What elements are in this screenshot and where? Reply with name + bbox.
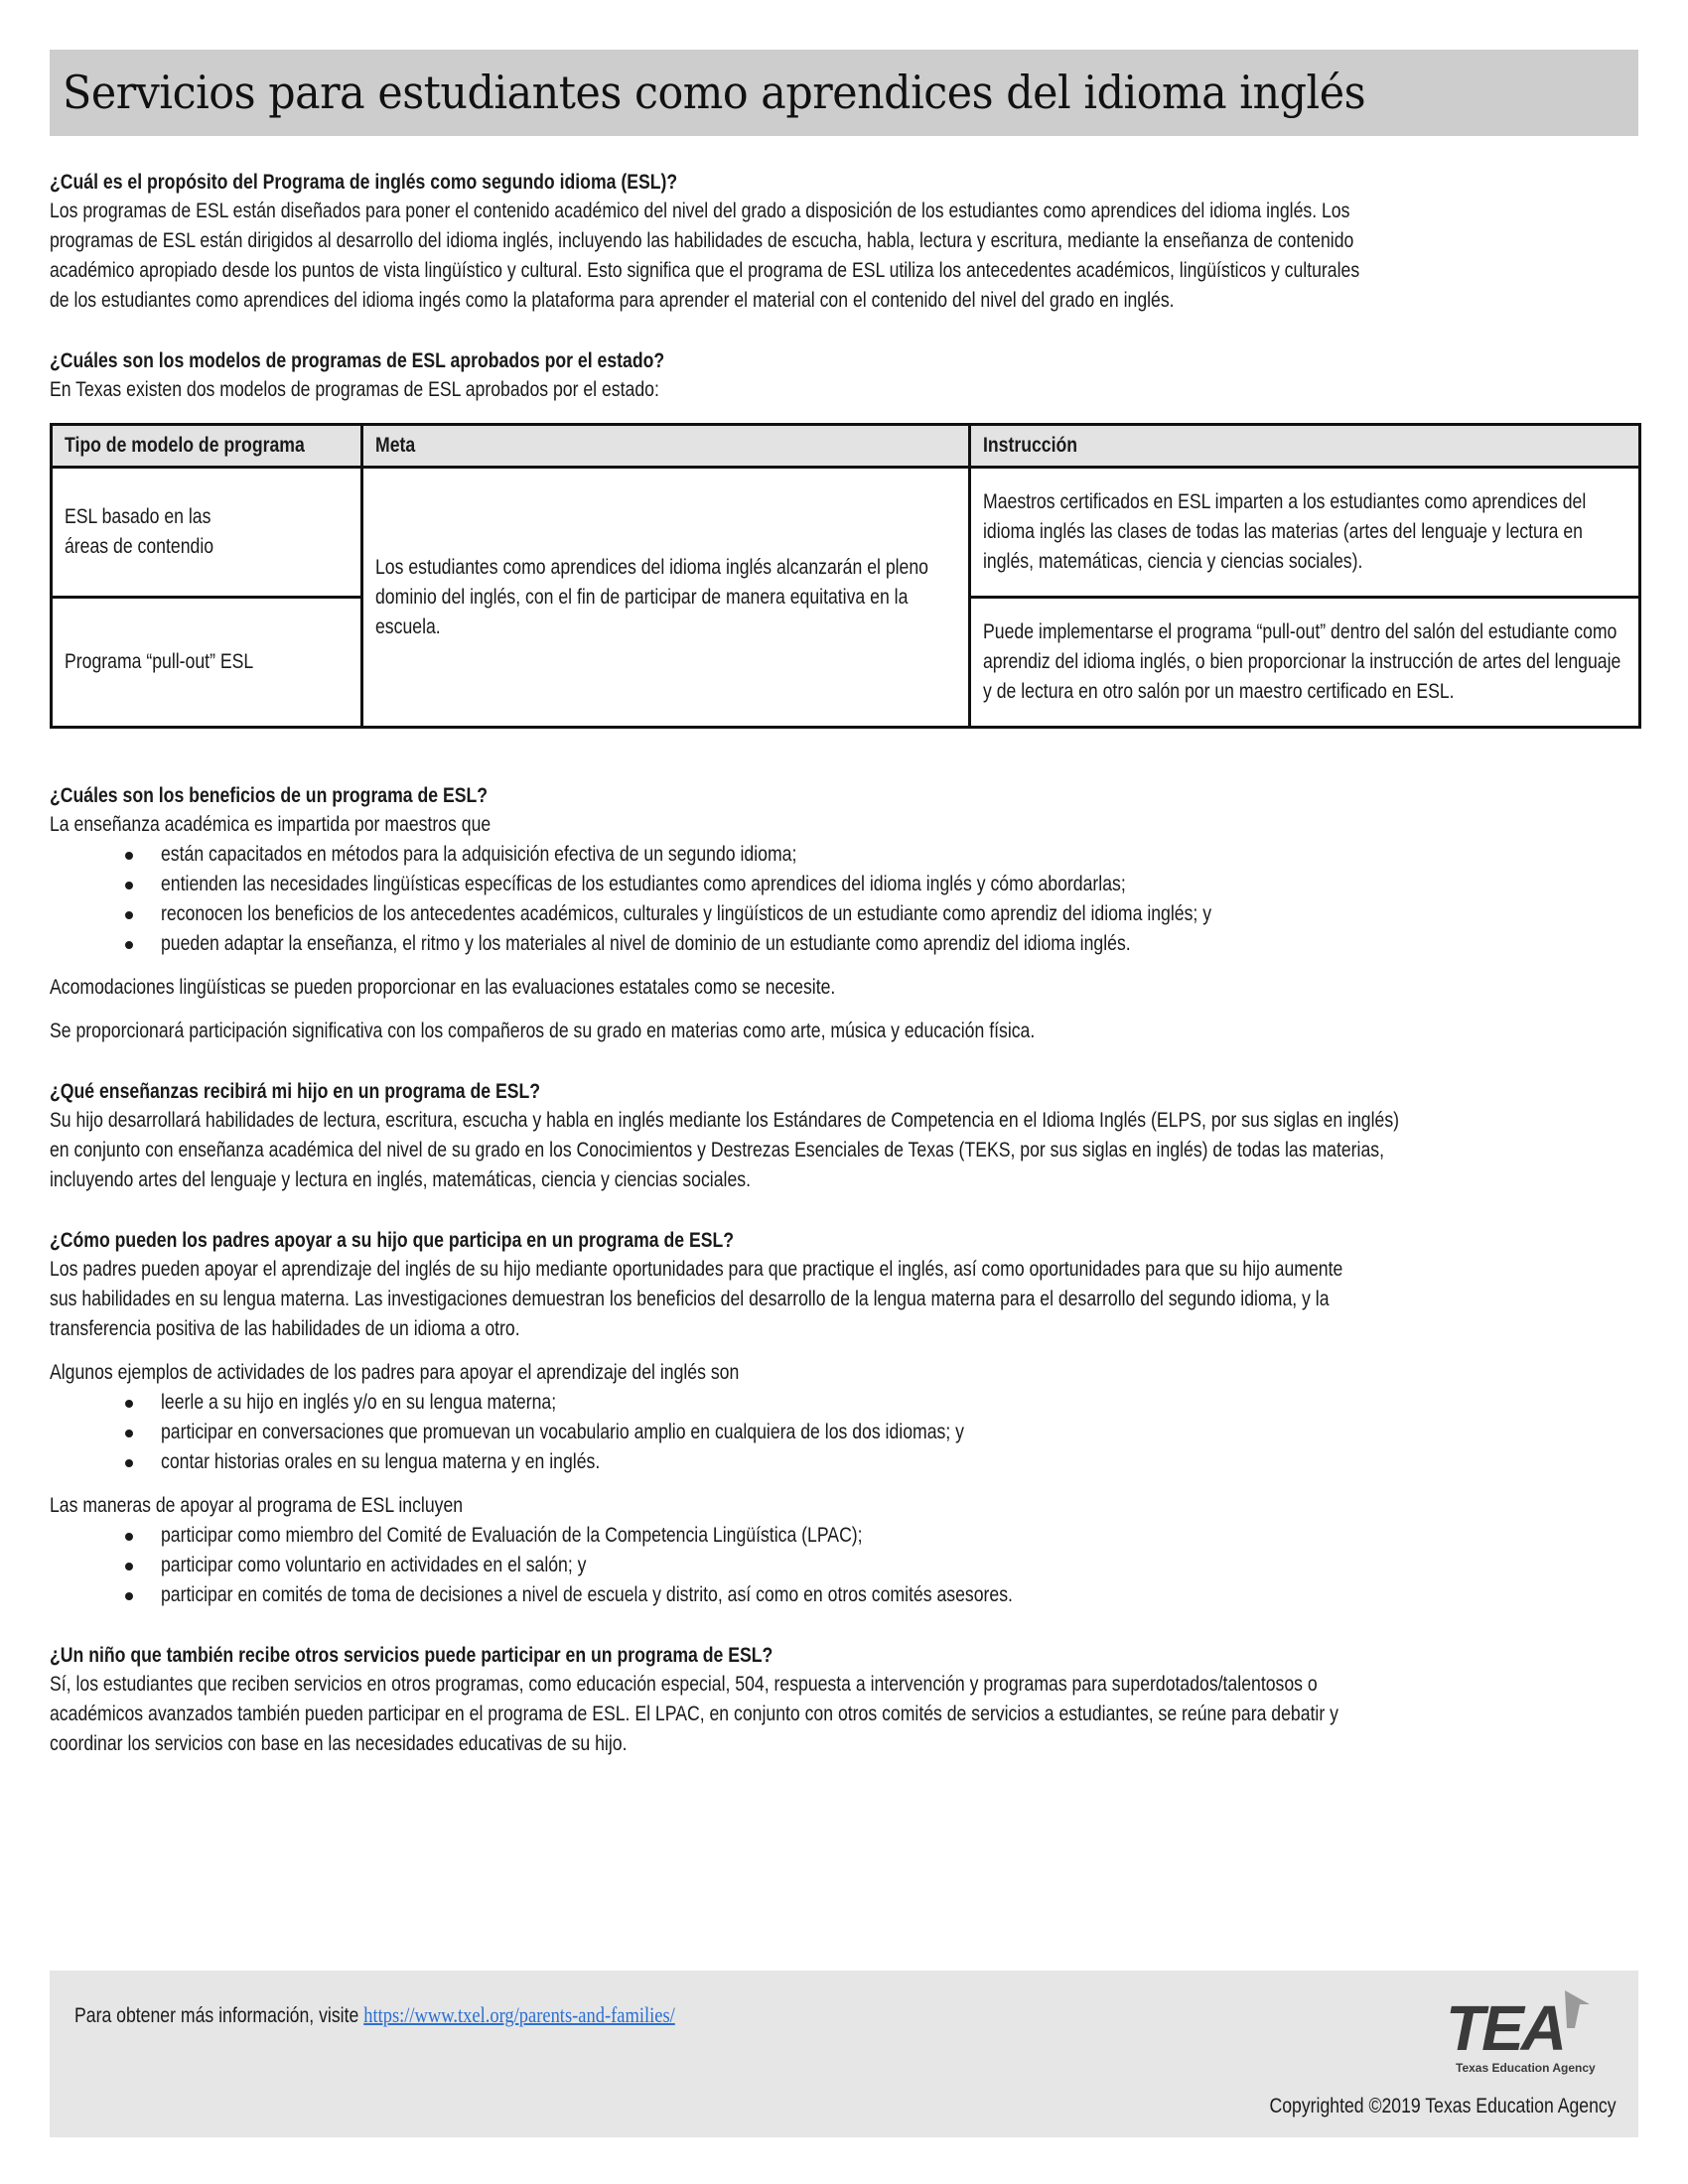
paragraph-line: programas de ESL están dirigidos al desarrollo del idioma inglés, incluyendo las habilidades de escucha, habla, lectura y escritura, mediante la enseñanza de contenido	[50, 229, 1354, 252]
tea-logo-icon	[1446, 1988, 1615, 2084]
paragraph-line: transferencia positiva de las habilidades de un idioma a otro.	[50, 1317, 520, 1340]
paragraph-line: Los programas de ESL están diseñados para poner el contenido académico del nivel del grado a disposición de los estudiantes como aprendices del idioma inglés. Los	[50, 200, 1350, 222]
table-header-row	[52, 425, 1640, 468]
paragraph-line: académico apropiado desde los puntos de vista lingüístico y cultural. Esto significa que el programa de ESL utiliza los antecedentes académicos, lingüísticos y culturales	[50, 259, 1360, 282]
section-heading: ¿Cuál es el propósito del Programa de inglés como segundo idioma (ESL)?	[50, 171, 678, 194]
section-heading: ¿Un niño que también recibe otros servicios puede participar en un programa de ESL?	[50, 1644, 774, 1667]
svg-text:Texas Education Agency: Texas Education Agency	[1456, 2061, 1596, 2075]
page-title: Servicios para estudiantes como aprendices del idioma inglés	[63, 66, 1366, 119]
section-other-services	[50, 1642, 1638, 1759]
goal-cell: Los estudiantes como aprendices del idioma inglés alcanzarán el pleno dominio del inglés, con el fin de participar de manera equitativa en la escuela.	[362, 468, 970, 728]
column-header-goal: Meta	[362, 425, 970, 468]
paragraph-line: de los estudiantes como aprendices del idioma ingés como la plataforma para aprender el material con el contenido del nivel del grado en inglés.	[50, 289, 1175, 312]
paragraph-line: Sí, los estudiantes que reciben servicios en otros programas, como educación especial, 504, respuesta a intervención y programas para superdotados/talentosos o	[50, 1673, 1318, 1696]
section-benefits	[50, 782, 1638, 1046]
list-item: entienden las necesidades lingüísticas específicas de los estudiantes como aprendices del idioma inglés y cómo abordarlas;	[123, 870, 1638, 899]
paragraph-line: Los padres pueden apoyar el aprendizaje del inglés de su hijo mediante oportunidades para que practique el inglés, así como oportunidades para que su hijo aumente	[50, 1258, 1343, 1281]
section-intro: En Texas existen dos modelos de programas de ESL aprobados por el estado:	[50, 378, 659, 401]
paragraph-line: incluyendo artes del lenguaje y lectura en inglés, matemáticas, ciencia y ciencias sociales.	[50, 1168, 751, 1191]
paragraph: Se proporcionará participación significativa con los compañeros de su grado en materias como arte, música y educación física.	[50, 1020, 1036, 1042]
paragraph-line: Su hijo desarrollará habilidades de lectura, escritura, escucha y habla en inglés mediante los Estándares de Competencia en el Idioma Inglés (ELPS, por sus siglas en inglés)	[50, 1109, 1400, 1132]
table-row	[52, 468, 1640, 598]
list-item: pueden adaptar la enseñanza, el ritmo y los materiales al nivel de dominio de un estudiante como aprendiz del idioma inglés.	[123, 929, 1638, 959]
list-item: participar en comités de toma de decisiones a nivel de escuela y distrito, así como en otros comités asesores.	[123, 1580, 1638, 1610]
tea-logo	[1446, 1988, 1615, 2084]
section-parents	[50, 1227, 1638, 1610]
instruction-cell: Puede implementarse el programa “pull-out” dentro del salón del estudiante como aprendiz del idioma inglés, o bien proporcionar la instrucción de artes del lenguaje y de lectura en otro salón por un maestro certificado en ESL.	[970, 598, 1640, 728]
section-teachings	[50, 1078, 1638, 1195]
program-models-table	[50, 423, 1641, 729]
instruction-cell: Maestros certificados en ESL imparten a los estudiantes como aprendices del idioma inglés las clases de todas las materias (artes del lenguaje y lectura en inglés, matemáticas, ciencia y ciencias sociales).	[970, 468, 1640, 598]
title-bar	[50, 50, 1638, 136]
section-heading: ¿Cuáles son los beneficios de un programa de ESL?	[50, 784, 489, 807]
list-intro: Algunos ejemplos de actividades de los padres para apoyar el aprendizaje del inglés son	[50, 1361, 740, 1384]
parent-activities-list	[50, 1388, 1638, 1477]
program-type-cell: ESL basado en las áreas de contendio	[52, 468, 362, 598]
section-heading: ¿Cómo pueden los padres apoyar a su hijo que participa en un programa de ESL?	[50, 1229, 735, 1252]
paragraph-line: sus habilidades en su lengua materna. Las investigaciones demuestran los beneficios del desarrollo de la lengua materna para el desarrollo del segundo idioma, y la	[50, 1288, 1330, 1310]
section-heading: ¿Qué enseñanzas recibirá mi hijo en un programa de ESL?	[50, 1080, 541, 1103]
paragraph: Acomodaciones lingüísticas se pueden proporcionar en las evaluaciones estatales como se necesite.	[50, 976, 836, 999]
section-intro: La enseñanza académica es impartida por maestros que	[50, 813, 492, 836]
paragraph-line: académicos avanzados también pueden participar en el programa de ESL. El LPAC, en conjunto con otros comités de servicios a estudiantes, se reúne para debatir y	[50, 1703, 1338, 1725]
section-models	[50, 347, 1638, 729]
list-item: reconocen los beneficios de los antecedentes académicos, culturales y lingüísticos de un estudiante como aprendiz del idioma inglés; y	[123, 899, 1638, 929]
benefits-list	[50, 840, 1638, 959]
txel-link[interactable]: https://www.txel.org/parents-and-families/	[363, 2002, 675, 2027]
document-body	[50, 169, 1638, 1759]
section-purpose	[50, 169, 1638, 316]
more-info	[74, 2002, 789, 2028]
section-heading: ¿Cuáles son los modelos de programas de ESL aprobados por el estado?	[50, 349, 665, 372]
list-item: contar historias orales en su lengua materna y en inglés.	[123, 1447, 1638, 1477]
list-item: participar como miembro del Comité de Evaluación de la Competencia Lingüística (LPAC);	[123, 1521, 1638, 1551]
list-item: participar como voluntario en actividades en el salón; y	[123, 1551, 1638, 1580]
more-info-label: Para obtener más información, visite	[74, 2004, 359, 2027]
paragraph-line: en conjunto con enseñanza académica del nivel de su grado en los Conocimientos y Destrezas Esenciales de Texas (TEKS, por sus siglas en inglés) de todas las materias,	[50, 1139, 1384, 1161]
paragraph-line: coordinar los servicios con base en las necesidades educativas de su hijo.	[50, 1732, 628, 1755]
column-header-instruction: Instrucción	[970, 425, 1640, 468]
copyright: Copyrighted ©2019 Texas Education Agency	[1269, 2095, 1617, 2117]
column-header-type: Tipo de modelo de programa	[52, 425, 362, 468]
program-support-list	[50, 1521, 1638, 1610]
list-item: están capacitados en métodos para la adquisición efectiva de un segundo idioma;	[123, 840, 1638, 870]
footer	[50, 1971, 1638, 2137]
list-intro: Las maneras de apoyar al programa de ESL incluyen	[50, 1494, 464, 1517]
list-item: leerle a su hijo en inglés y/o en su lengua materna;	[123, 1388, 1638, 1418]
list-item: participar en conversaciones que promuevan un vocabulario amplio en cualquiera de los dos idiomas; y	[123, 1418, 1638, 1447]
program-type-cell: Programa “pull-out” ESL	[52, 598, 362, 728]
svg-text:TEA: TEA	[1446, 1992, 1564, 2064]
